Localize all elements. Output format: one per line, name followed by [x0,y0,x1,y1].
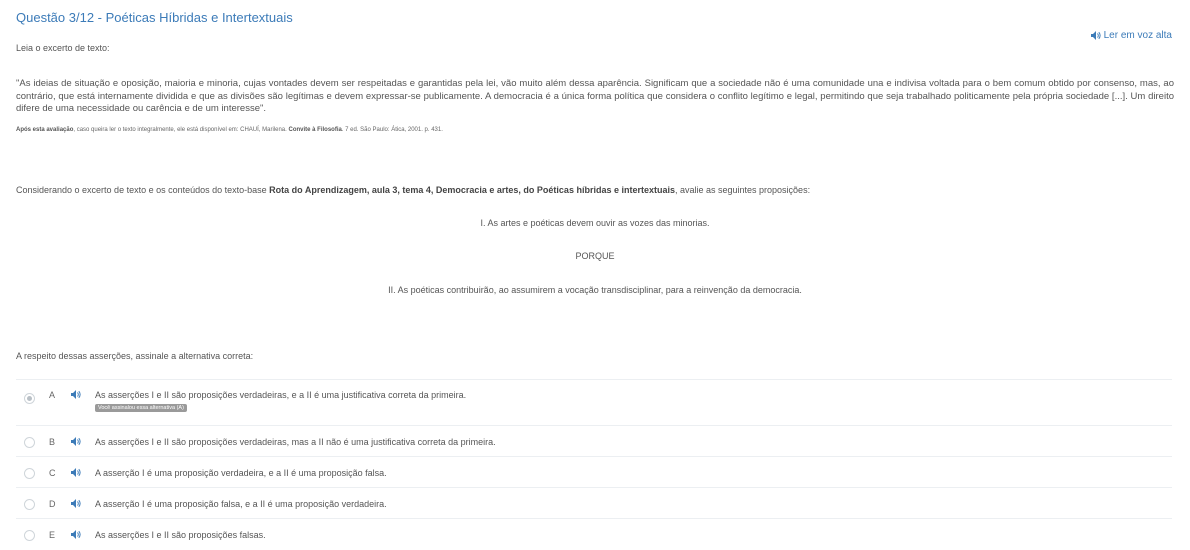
radio-icon[interactable] [24,393,35,404]
quote-text: "As ideias de situação e oposição, maioria e minoria, cujas vontades devem ser respeitadas e garantidas pela lei, vão muito além dessa aparência. Significam que a sociedade não é uma comunidade una e indivisa voltada para o bem comum obtido por consenso, mas, ao contrário, que está internamente dividida e que as divisões são legítimas e devem expressar-se publicamente. A democracia é a única forma política que considera o conflito legítimo e legal, permitindo que seja trabalhado politicamente pela própria sociedade [...]. Um direito difere de uma necessidade ou carência e de um interesse". [16,78,1174,114]
consider-pre: Considerando o excerto de texto e os conteúdos do texto-base [16,185,270,195]
speaker-icon [1091,31,1101,40]
option-c[interactable] [16,456,1172,487]
connector-text: PORQUE [575,251,615,261]
selected-badge: Você assinalou essa alternativa (A) [95,404,187,412]
instruction-text: A respeito dessas asserções, assinale a alternativa correta: [16,351,254,361]
radio-icon[interactable] [24,530,35,541]
proposition-2: II. As poéticas contribuirão, ao assumirem a vocação transdisciplinar, para a reinvenção da democracia. [388,285,802,295]
option-b[interactable] [16,425,1172,456]
option-text: A asserção I é uma proposição falsa, e a II é uma proposição verdadeira. [95,499,387,509]
source-note [16,127,443,133]
source-label: Após esta avaliação [16,127,74,133]
option-letter: E [49,530,56,540]
option-a[interactable] [16,379,1172,425]
option-text: As asserções I e II são proposições falsas. [95,530,266,540]
consider-post: , avalie as seguintes proposições: [674,185,811,195]
option-text: A asserção I é uma proposição verdadeira, e a II é uma proposição falsa. [95,468,387,478]
speaker-icon[interactable] [71,390,83,399]
option-text-wrapper [95,390,466,412]
option-letter: B [49,437,56,447]
option-d[interactable] [16,487,1172,518]
read-aloud-button[interactable] [1091,30,1172,41]
source-book: Convite à Filosofia [288,127,342,133]
option-text: As asserções I e II são proposições verdadeiras, e a II é uma justificativa correta da primeira. [95,390,467,400]
source-text-2: . 7 ed. São Paulo: Ática, 2001. p. 431. [341,127,443,133]
read-aloud-label: Ler em voz alta [1103,30,1172,41]
speaker-icon[interactable] [71,468,83,477]
option-letter: A [49,390,56,400]
speaker-icon[interactable] [71,499,83,508]
consider-text [16,185,810,195]
question-title: Questão 3/12 - Poéticas Híbridas e Intertextuais [16,10,293,25]
source-text-1: , caso queira ler o texto integralmente, ele está disponível em: CHAUÍ, Marilena. [73,127,289,133]
option-e[interactable] [16,518,1172,549]
option-text: As asserções I e II são proposições verdadeiras, mas a II não é uma justificativa correta da primeira. [95,437,496,447]
radio-icon[interactable] [24,437,35,448]
intro-text: Leia o excerto de texto: [16,43,110,53]
consider-bold: Rota do Aprendizagem, aula 3, tema 4, Democracia e artes, do Poéticas híbridas e intertextuais [269,185,675,195]
speaker-icon[interactable] [71,530,83,539]
option-letter: C [49,468,56,478]
radio-icon[interactable] [24,468,35,479]
radio-icon[interactable] [24,499,35,510]
option-letter: D [49,499,56,509]
speaker-icon[interactable] [71,437,83,446]
proposition-1: I. As artes e poéticas devem ouvir as vozes das minorias. [480,218,710,228]
